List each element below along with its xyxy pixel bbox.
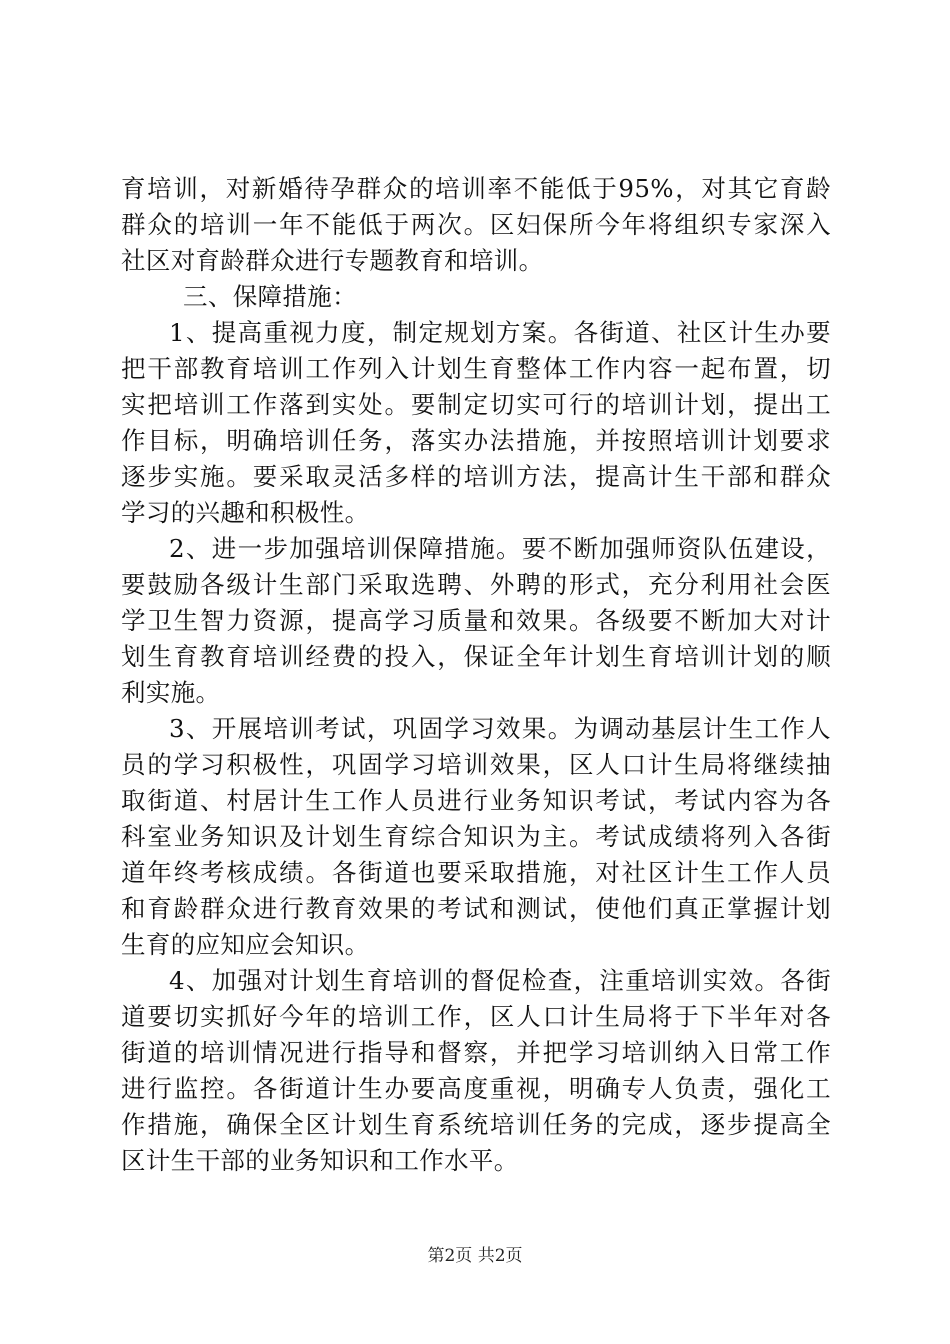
text-line: 学卫生智力资源，提高学习质量和效果。各级要不断加大对计 — [121, 606, 831, 635]
text-line: 1、提高重视力度，制定规划方案。各街道、社区计生办要 — [169, 318, 831, 347]
text-line: 4、加强对计划生育培训的督促检查，注重培训实效。各街 — [169, 966, 831, 995]
text-line: 作目标，明确培训任务，落实办法措施，并按照培训计划要求 — [121, 426, 831, 455]
text-line: 科室业务知识及计划生育综合知识为主。考试成绩将列入各街 — [121, 822, 831, 851]
text-line: 区计生干部的业务知识和工作水平。 — [121, 1146, 519, 1175]
text-line: 实把培训工作落到实处。要制定切实可行的培训计划，提出工 — [121, 390, 831, 419]
section-heading: 三、保障措施： — [183, 282, 357, 311]
document-body — [121, 171, 831, 1179]
text-line: 3、开展培训考试，巩固学习效果。为调动基层计生工作人 — [169, 714, 831, 743]
text-line: 学习的兴趣和积极性。 — [121, 498, 370, 527]
text-line: 把干部教育培训工作列入计划生育整体工作内容一起布置，切 — [121, 354, 831, 383]
text-line: 划生育教育培训经费的投入，保证全年计划生育培训计划的顺 — [121, 642, 831, 671]
text-line: 群众的培训一年不能低于两次。区妇保所今年将组织专家深入 — [121, 210, 831, 239]
text-line: 育培训，对新婚待孕群众的培训率不能低于95%，对其它育龄 — [121, 174, 831, 203]
text-line: 逐步实施。要采取灵活多样的培训方法，提高计生干部和群众 — [121, 462, 831, 491]
text-line: 取街道、村居计生工作人员进行业务知识考试，考试内容为各 — [121, 786, 831, 815]
text-line: 街道的培训情况进行指导和督察，并把学习培训纳入日常工作 — [121, 1038, 831, 1067]
text-line: 2、进一步加强培训保障措施。要不断加强师资队伍建设， — [169, 534, 831, 563]
text-line: 社区对育龄群众进行专题教育和培训。 — [121, 246, 544, 275]
text-line: 作措施，确保全区计划生育系统培训任务的完成，逐步提高全 — [121, 1110, 831, 1139]
text-line: 道年终考核成绩。各街道也要采取措施，对社区计生工作人员 — [121, 858, 831, 887]
text-line: 和育龄群众进行教育效果的考试和测试，使他们真正掌握计划 — [121, 894, 831, 923]
text-line: 要鼓励各级计生部门采取选聘、外聘的形式，充分利用社会医 — [121, 570, 831, 599]
text-line: 道要切实抓好今年的培训工作，区人口计生局将于下半年对各 — [121, 1002, 831, 1031]
text-line: 员的学习积极性，巩固学习培训效果，区人口计生局将继续抽 — [121, 750, 831, 779]
text-line: 利实施。 — [121, 678, 221, 707]
text-line: 生育的应知应会知识。 — [121, 930, 370, 959]
page-number-footer: 第2页 共2页 — [427, 1246, 523, 1266]
text-line: 进行监控。各街道计生办要高度重视，明确专人负责，强化工 — [121, 1074, 831, 1103]
